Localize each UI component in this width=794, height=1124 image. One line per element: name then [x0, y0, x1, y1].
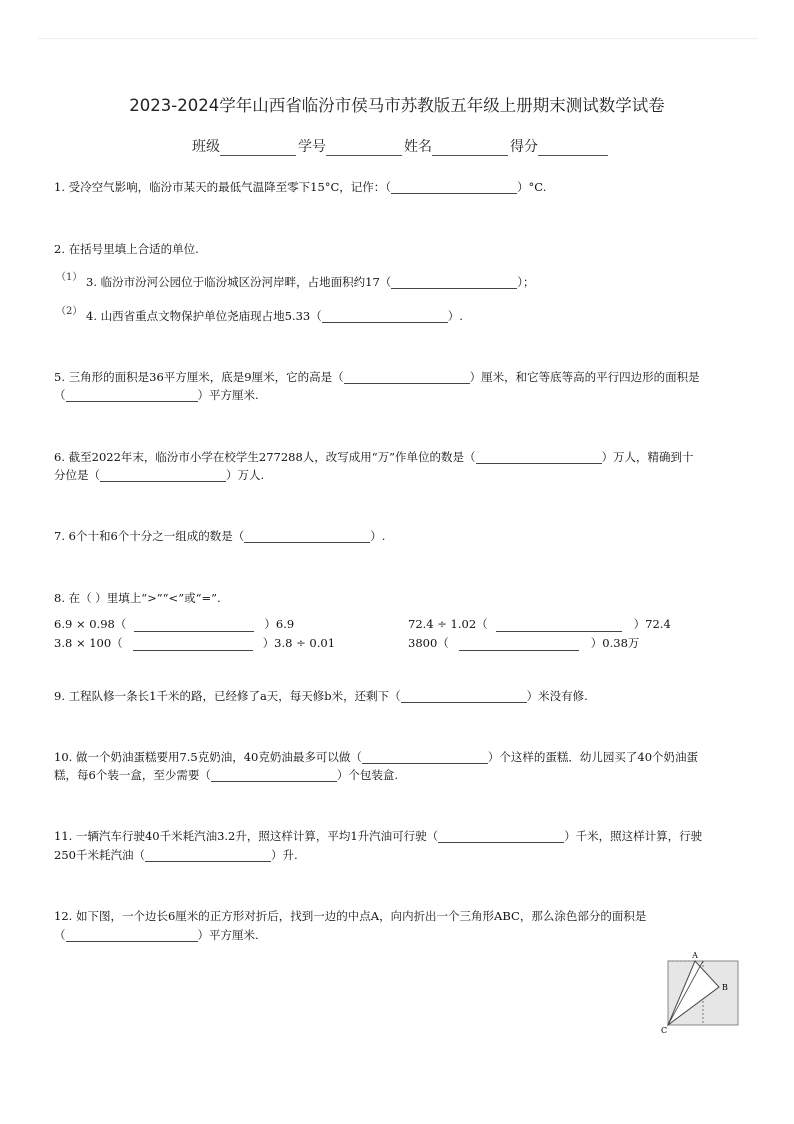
question-10-line-2: 糕，每6个装一盒，至少需要（ ）个包装盒.	[54, 768, 398, 782]
answer-blank[interactable]	[66, 929, 198, 942]
answer-blank[interactable]	[459, 638, 579, 651]
answer-blank[interactable]	[66, 389, 198, 402]
question-11: 11. 一辆汽车行驶40千米耗汽油3.2升，照这样计算，平均1升汽油可行驶（ ）千米，照这样计算，行驶	[54, 829, 703, 843]
answer-blank[interactable]	[344, 371, 470, 384]
compare-item-4: 3800（ ）0.38万	[408, 636, 640, 650]
answer-blank[interactable]	[133, 638, 253, 651]
question-12-line-2: （ ）平方厘米.	[54, 928, 259, 942]
question-11-line-2: 250千米耗汽油（ ）升.	[54, 848, 298, 862]
number-label: 学号	[298, 139, 326, 155]
answer-blank[interactable]	[391, 276, 517, 289]
answer-blank[interactable]	[134, 619, 254, 632]
question-2: 2. 在括号里填上合适的单位.	[54, 242, 199, 256]
question-10: 10. 做一个奶油蛋糕要用7.5克奶油，40克奶油最多可以做（ ）个这样的蛋糕．幼儿园买了40个奶油蛋	[54, 750, 699, 764]
question-2-sub-1: 3. 临汾市汾河公园位于临汾城区汾河岸畔，占地面积约17（ ）；	[86, 275, 535, 289]
top-divider	[38, 38, 758, 39]
answer-blank[interactable]	[244, 530, 370, 543]
answer-blank[interactable]	[391, 181, 517, 194]
label-c: C	[661, 1026, 668, 1035]
question-5-line-2: （ ）平方厘米.	[54, 388, 259, 402]
compare-item-1: 6.9 × 0.98（ ）6.9	[54, 617, 295, 631]
question-12: 12. 如下图，一个边长6厘米的正方形对折后，找到一边的中点A，向内折出一个三角形ABC，那么涂色部分的面积是	[54, 909, 647, 923]
name-blank[interactable]	[432, 141, 508, 156]
question-5: 5. 三角形的面积是36平方厘米，底是9厘米，它的高是（ ）厘米，和它等底等高的平行四边形的面积是	[54, 370, 700, 384]
answer-blank[interactable]	[438, 830, 564, 843]
answer-blank[interactable]	[496, 619, 622, 632]
question-9: 9. 工程队修一条长1千米的路，已经修了a天，每天修b米，还剩下（ ）米没有修.	[54, 689, 588, 703]
compare-item-3: 3.8 × 100（ ）3.8 ÷ 0.01	[54, 636, 336, 650]
class-blank[interactable]	[220, 141, 296, 156]
student-info-line	[192, 136, 610, 156]
question-6: 6. 截至2022年末，临汾市小学在校学生277288人，改写成用“万”作单位的数是（ ）万人，精确到十	[54, 450, 694, 464]
label-b: B	[722, 983, 728, 992]
label-a: A	[692, 951, 698, 960]
answer-blank[interactable]	[145, 849, 271, 862]
score-label: 得分	[510, 139, 538, 155]
folded-square-figure	[655, 949, 745, 1035]
question-6-line-2: 分位是（ ）万人.	[54, 468, 265, 482]
name-label: 姓名	[404, 139, 432, 155]
question-2-sub-2: 4. 山西省重点文物保护单位尧庙现占地5.33（ ）.	[86, 309, 463, 323]
answer-blank[interactable]	[476, 451, 602, 464]
answer-blank[interactable]	[100, 469, 226, 482]
compare-item-2: 72.4 ÷ 1.02（ ）72.4	[408, 617, 671, 631]
question-7: 7. 6个十和6个十分之一组成的数是（ ）.	[54, 529, 386, 543]
class-label: 班级	[192, 139, 220, 155]
sub-marker-2: （2）	[56, 306, 83, 317]
question-1: 1. 受冷空气影响，临汾市某天的最低气温降至零下15°C，记作：（ ）°C.	[54, 180, 547, 194]
sub-marker-1: （1）	[56, 272, 83, 283]
answer-blank[interactable]	[401, 690, 527, 703]
answer-blank[interactable]	[362, 751, 488, 764]
answer-blank[interactable]	[322, 310, 448, 323]
score-blank[interactable]	[538, 141, 608, 156]
answer-blank[interactable]	[211, 769, 337, 782]
number-blank[interactable]	[326, 141, 402, 156]
question-8: 8. 在（ ）里填上“>”“<”或“=”.	[54, 591, 221, 605]
page-title: 2023-2024学年山西省临汾市侯马市苏教版五年级上册期末测试数学试卷	[129, 96, 665, 115]
